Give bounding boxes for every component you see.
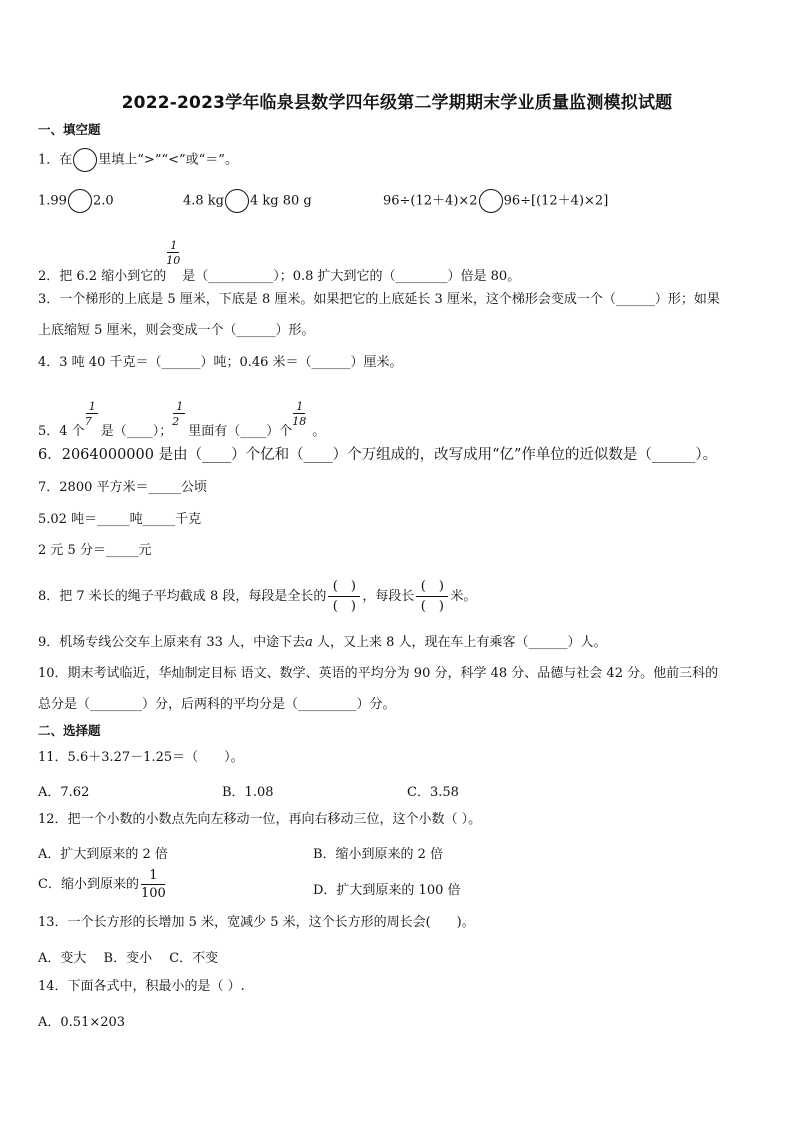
q12-option-c[interactable]: C．缩小到原来的 $\frac{1}{100}$ [38,868,166,901]
question-12: 12．把一个小数的小数点先向左移动一位，再向右移动三位，这个小数（ ）。 [38,812,482,827]
blank-fraction[interactable]: $\frac{( )}{( )}$ [416,578,448,615]
fraction: 1 7 [84,400,96,428]
question-7-line-3: 2 元 5 分＝_____元 [38,543,152,558]
q1-item-1: 1.99 2.0 [38,189,114,213]
q11-option-a[interactable]: A．7.62 [38,785,90,800]
question-5: 5．4 个 1 7 是（____）； 1 2 里面有（____）个 $\frac{1}{18}$ 。 [38,400,326,439]
section-choice-heading: 二、选择题 [38,723,101,738]
answer-circle[interactable] [73,148,97,172]
fraction: $\frac{1}{18}$ [292,400,307,428]
q12-option-b[interactable]: B．缩小到原来的 2 倍 [313,847,444,862]
question-2: 2．把 6.2 缩小到它的 $\frac{1}{10}$ 是（__________）；0.8 扩大到它的（________）倍是 80。 [38,239,521,284]
question-10-line-1: 10．期末考试临近，华灿制定目标 语文、数学、英语的平均分为 90 分，科学 48 分、品德与社会 42 分。他前三科的 [38,666,719,681]
q12-option-d[interactable]: D．扩大到原来的 100 倍 [313,883,461,898]
question-3-line-1: 3．一个梯形的上底是 5 厘米，下底是 8 厘米。如果把它的上底延长 3 厘米，这个梯形会变成一个（______）形；如果 [38,292,720,307]
question-7-line-2: 5.02 吨＝_____吨_____千克 [38,512,202,527]
answer-circle[interactable] [68,189,92,213]
question-10-line-2: 总分是（________）分，后两科的平均分是（_________）分。 [38,697,396,712]
answer-circle[interactable] [479,189,503,213]
q12-option-a[interactable]: A．扩大到原来的 2 倍 [38,847,168,862]
question-6: 6．2064000000 是由（____）个亿和（____）个万组成的，改写成用“亿”作单位的近似数是（______）。 [38,447,718,463]
q11-option-b[interactable]: B．1.08 [222,785,274,800]
question-13: 13．一个长方形的长增加 5 米，宽减少 5 米，这个长方形的周长会( )。 [38,915,475,930]
q1-item-2: 4.8 kg 4 kg 80 g [183,189,312,213]
fraction: $\frac{1}{10}$ [166,239,181,267]
question-8: 8．把 7 米长的绳子平均截成 8 段，每段是全长的 $\frac{( )}{( )}$ ，每段长 $\frac{( )}{( )}$ 米。 [38,579,477,614]
question-4: 4．3 吨 40 千克＝（______）吨；0.46 米＝（______）厘米。 [38,355,403,370]
question-1: 1．在 里填上“>”“<”或“＝”。 [38,148,238,172]
page-title: 2022-2023学年临泉县数学四年级第二学期期末学业质量监测模拟试题 [121,93,673,113]
q1-item-3: 96÷(12＋4)×2 96÷[(12＋4)×2] [383,189,608,213]
blank-fraction[interactable]: $\frac{( )}{( )}$ [328,578,360,615]
fraction: $\frac{1}{100}$ [140,868,166,901]
question-3-line-2: 上底缩短 5 厘米，则会变成一个（______）形。 [38,323,315,338]
question-14: 14．下面各式中，积最小的是（ ）. [38,979,245,994]
section-fill-heading: 一、填空题 [38,122,101,137]
q13-options[interactable]: A．变大 B．变小 C．不变 [38,951,219,966]
answer-circle[interactable] [225,189,249,213]
question-9: 9．机场专线公交车上原来有 33 人，中途下去a 人，又上来 8 人，现在车上有乘客（______）人。 [38,635,607,650]
fraction: 1 2 [172,400,184,428]
q11-option-c[interactable]: C．3.58 [407,785,459,800]
question-11: 11．5.6＋3.27－1.25＝（ ）。 [38,750,244,765]
q14-option-a[interactable]: A．0.51×203 [38,1015,126,1030]
question-7-line-1: 7．2800 平方米＝_____公顷 [38,480,207,495]
